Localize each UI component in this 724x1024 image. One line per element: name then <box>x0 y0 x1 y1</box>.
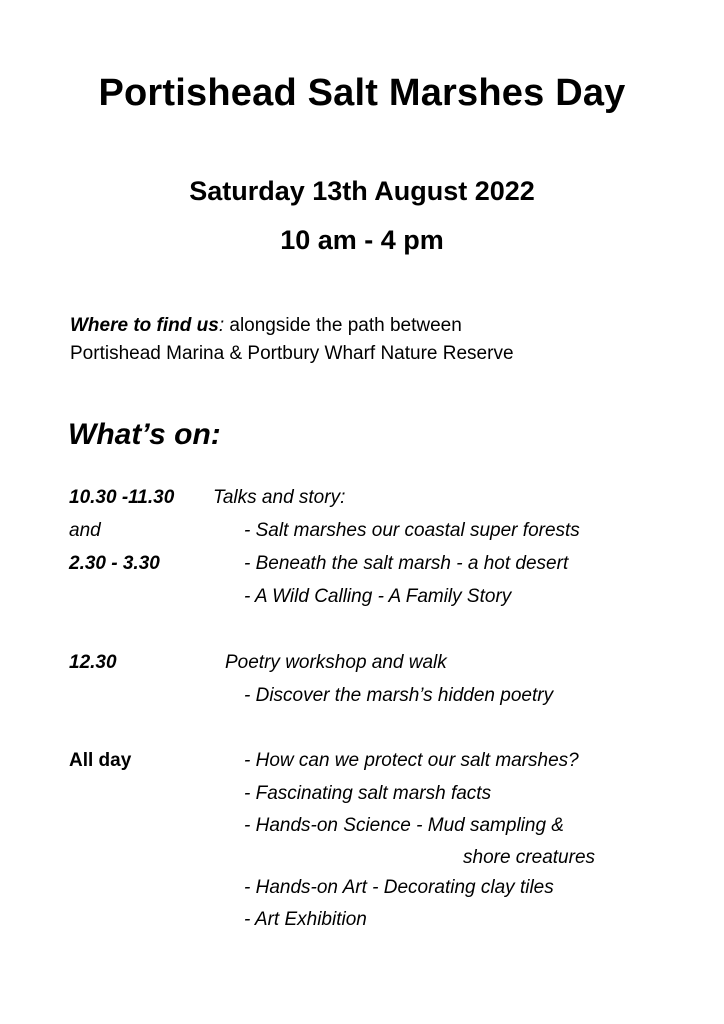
talks-item: - Salt marshes our coastal super forests <box>244 520 580 541</box>
all-day-item: - How can we protect our salt marshes? <box>244 750 579 771</box>
event-time: 10 am - 4 pm <box>280 225 444 255</box>
talks-item: - Beneath the salt marsh - a hot desert <box>244 553 569 574</box>
talks-time-1: 10.30 -11.30 <box>69 487 175 508</box>
location-text-1: alongside the path between <box>224 315 462 336</box>
poetry-time: 12.30 <box>69 652 117 673</box>
location-line-2: Portishead Marina & Portbury Wharf Nature Reserve <box>70 343 514 364</box>
talks-heading: Talks and story: <box>213 487 346 508</box>
poetry-heading: Poetry workshop and walk <box>225 652 447 673</box>
page-title: Portishead Salt Marshes Day <box>98 72 626 114</box>
all-day-item: - Art Exhibition <box>244 909 367 930</box>
location-label-colon: : <box>218 315 225 336</box>
all-day-item-continuation: shore creatures <box>463 847 596 868</box>
talks-time-2: 2.30 - 3.30 <box>69 553 160 574</box>
location-label: Where to find us <box>70 315 219 336</box>
event-date: Saturday 13th August 2022 <box>189 176 535 206</box>
all-day-item: - Hands-on Art - Decorating clay tiles <box>244 877 554 898</box>
all-day-item: - Hands-on Science - Mud sampling & <box>244 815 564 836</box>
all-day-item: - Fascinating salt marsh facts <box>244 783 492 804</box>
talks-and: and <box>69 520 101 541</box>
poetry-item: - Discover the marsh’s hidden poetry <box>244 685 554 706</box>
location-block <box>70 312 514 368</box>
all-day-time: All day <box>69 750 132 771</box>
location-line-1 <box>70 312 514 340</box>
whats-on-heading: What’s on: <box>68 418 221 451</box>
talks-item: - A Wild Calling - A Family Story <box>244 586 512 607</box>
